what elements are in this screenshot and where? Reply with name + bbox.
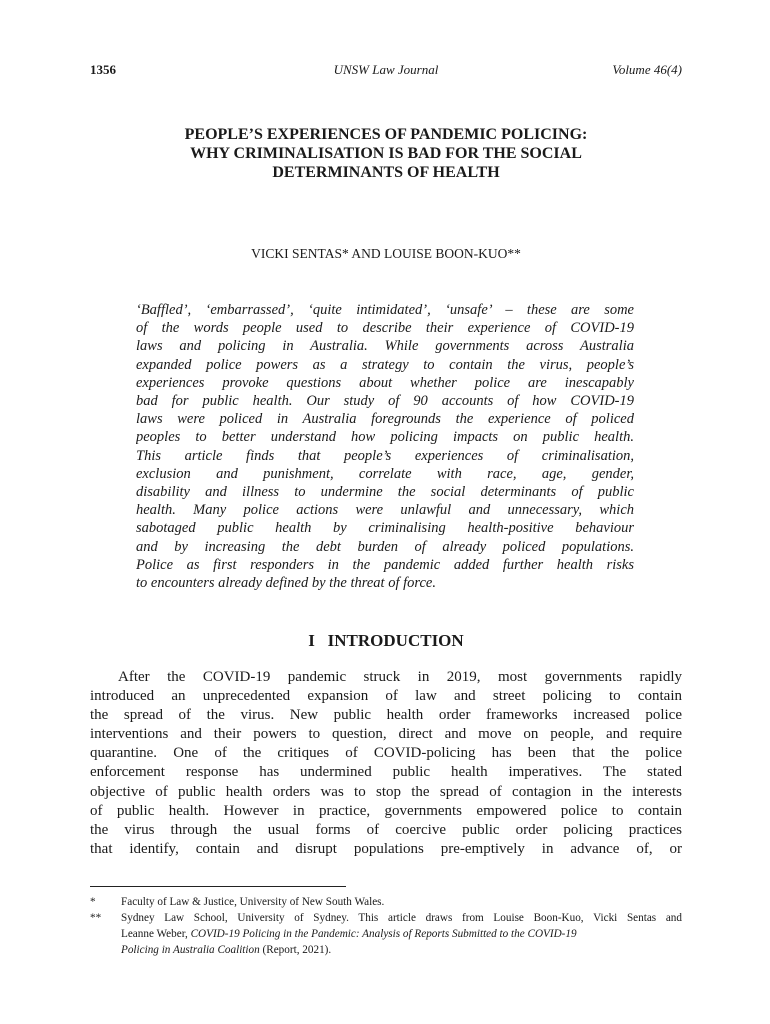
footnote-report-title-cont: Policing in Australia Coalition <box>121 944 260 956</box>
volume-label: Volume 46(4) <box>612 62 682 77</box>
body-line: introduced an unprecedented expansion of law and street policing to contain <box>90 688 682 705</box>
title-line: WHY CRIMINALISATION IS BAD FOR THE SOCIAL <box>190 145 582 162</box>
footnote-report-info: (Report, 2021). <box>259 944 332 956</box>
body-line: the spread of the virus. New public health order frameworks increased police <box>90 707 682 724</box>
body-text <box>90 668 682 859</box>
article-title <box>90 125 682 182</box>
footnote-text-line <box>121 942 682 958</box>
abstract-line: and by increasing the debt burden of already policed populations. <box>136 538 634 555</box>
footnote-text: Sydney Law School, University of Sydney. This article draws from Louise Boon-Kuo, Vicki Sentas and <box>121 912 682 924</box>
footnote <box>90 910 682 958</box>
abstract-line: of the words people used to describe their experience of COVID-19 <box>136 320 634 337</box>
abstract-line: peoples to better understand how policing impacts on public health. <box>136 429 634 446</box>
abstract-line: This article finds that people’s experiences of criminalisation, <box>136 447 634 464</box>
footnote-report-title: COVID-19 Policing in the Pandemic: Analysis of Reports Submitted to the COVID-19 <box>190 928 577 940</box>
body-line: objective of public health orders was to stop the spread of contagion in the interests <box>90 783 682 800</box>
abstract-line: exclusion and punishment, correlate with race, age, gender, <box>136 465 634 482</box>
abstract-line: health. Many police actions were unlawful and unnecessary, which <box>136 502 634 519</box>
footnote-marker: ** <box>90 912 102 924</box>
journal-name: UNSW Law Journal <box>333 62 439 77</box>
abstract-line: laws were policed in Australia foregrounds the experience of policed <box>136 411 634 428</box>
page-number: 1356 <box>90 62 116 77</box>
section-heading: I INTRODUCTION <box>308 631 464 650</box>
abstract-line: to encounters already defined by the threat of force. <box>136 575 436 592</box>
footnotes <box>90 894 682 958</box>
abstract-line: laws and policing in Australia. While governments across Australia <box>136 338 634 355</box>
footnote-text: Faculty of Law & Justice, University of New South Wales. <box>121 896 385 908</box>
body-line: quarantine. One of the critiques of COVID-policing has been that the police <box>90 745 682 762</box>
body-line: the virus through the usual forms of coercive public order policing practices <box>90 821 682 838</box>
abstract-line: Police as first responders in the pandemic added further health risks <box>136 556 634 573</box>
body-line: enforcement response has undermined public health imperatives. The stated <box>90 764 682 781</box>
abstract-line: bad for public health. Our study of 90 accounts of how COVID-19 <box>136 393 634 410</box>
abstract <box>136 301 634 592</box>
footnote-author-text: Leanne Weber, <box>121 928 191 940</box>
abstract-line: disability and illness to undermine the social determinants of public <box>136 484 634 501</box>
author-line: VICKI SENTAS* AND LOUISE BOON-KUO** <box>251 246 521 261</box>
body-line: of public health. However in practice, governments empowered police to contain <box>90 802 682 819</box>
abstract-line: ‘Baffled’, ‘embarrassed’, ‘quite intimidated’, ‘unsafe’ – these are some <box>136 302 634 318</box>
body-line: that identify, contain and disrupt populations pre-emptively in advance of, or <box>90 840 682 857</box>
footnote-text-line <box>121 926 682 942</box>
abstract-line: experiences provoke questions about whether police are inescapably <box>136 374 634 391</box>
abstract-line: sabotaged public health by criminalising health-positive behaviour <box>136 520 634 537</box>
body-line: After the COVID-19 pandemic struck in 2019, most governments rapidly <box>118 669 682 685</box>
title-line: DETERMINANTS OF HEALTH <box>272 164 500 181</box>
title-line: PEOPLE’S EXPERIENCES OF PANDEMIC POLICING: <box>184 126 588 143</box>
footnote-marker: * <box>90 896 96 908</box>
running-header <box>90 62 682 80</box>
footnote <box>90 894 682 910</box>
footnote-divider <box>90 886 346 887</box>
abstract-line: expanded police powers as a strategy to contain the virus, people’s <box>136 356 634 373</box>
body-line: interventions and their powers to question, direct and move on people, and require <box>90 726 682 743</box>
